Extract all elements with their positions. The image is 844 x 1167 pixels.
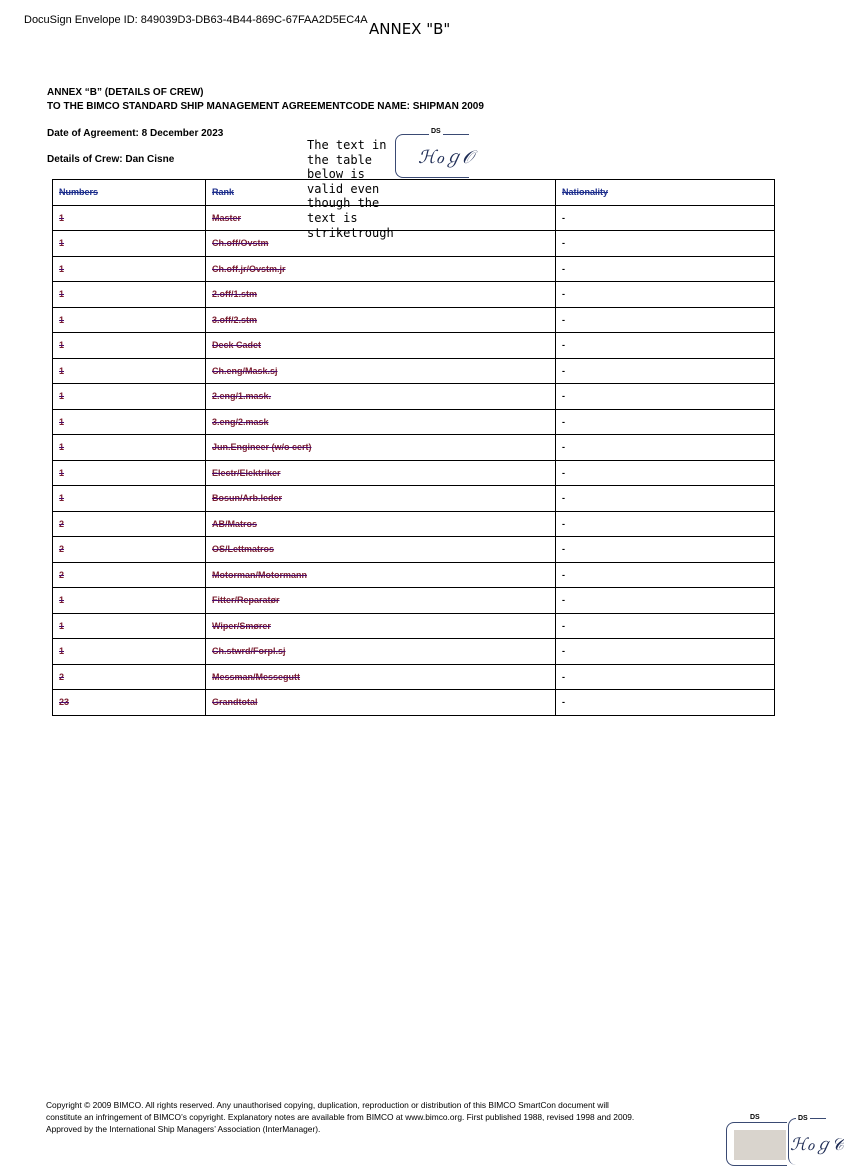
cell-nationality: - <box>556 333 775 359</box>
cell-nationality: - <box>556 664 775 690</box>
cell-nationality: - <box>556 256 775 282</box>
cell-rank: Grandtotal <box>206 690 556 716</box>
cell-rank: Ch.off.jr/Ovstm.jr <box>206 256 556 282</box>
document-heading <box>47 86 484 114</box>
cell-rank: Deck Cadet <box>206 333 556 359</box>
header-rank: Rank <box>206 180 556 206</box>
table-row <box>53 409 775 435</box>
cell-nationality: - <box>556 486 775 512</box>
cell-number: 1 <box>53 282 206 308</box>
crew-table <box>52 179 775 716</box>
ds-label: DS <box>431 128 441 135</box>
cell-nationality: - <box>556 562 775 588</box>
footer-line-1: Copyright © 2009 BIMCO. All rights reserved. Any unauthorised copying, duplication, reproduction or distribution of this BIMCO SmartCon document will <box>46 1100 609 1110</box>
cell-rank: 3.eng/2.mask <box>206 409 556 435</box>
table-row <box>53 562 775 588</box>
cell-number: 1 <box>53 205 206 231</box>
cell-rank: Motorman/Motormann <box>206 562 556 588</box>
table-row <box>53 435 775 461</box>
cell-number: 2 <box>53 562 206 588</box>
cell-rank: Ch.off/Ovstm <box>206 231 556 257</box>
cell-rank: Ch.eng/Mask.sj <box>206 358 556 384</box>
cell-rank: Bosun/Arb.leder <box>206 486 556 512</box>
cell-rank: Fitter/Reparatør <box>206 588 556 614</box>
crew-details: Details of Crew: Dan Cisne <box>47 154 175 165</box>
cell-nationality: - <box>556 409 775 435</box>
initials-signature: ℋℴℊ𝒪 <box>418 147 474 168</box>
cell-nationality: - <box>556 435 775 461</box>
table-row <box>53 384 775 410</box>
cell-number: 1 <box>53 384 206 410</box>
annex-title: ANNEX "B" <box>369 20 451 38</box>
cell-nationality: - <box>556 588 775 614</box>
cell-number: 1 <box>53 613 206 639</box>
cell-rank: Electr/Elektriker <box>206 460 556 486</box>
agreement-date: Date of Agreement: 8 December 2023 <box>47 128 224 139</box>
table-row <box>53 690 775 716</box>
table-row <box>53 282 775 308</box>
cell-rank: Ch.stwrd/Forpl.sj <box>206 639 556 665</box>
cell-nationality: - <box>556 231 775 257</box>
table-row <box>53 486 775 512</box>
heading-line-2: TO THE BIMCO STANDARD SHIP MANAGEMENT AGREEMENTCODE NAME: SHIPMAN 2009 <box>47 101 484 112</box>
ds-label-1: DS <box>750 1114 760 1121</box>
header-nationality: Nationality <box>556 180 775 206</box>
cell-number: 1 <box>53 486 206 512</box>
cell-nationality: - <box>556 613 775 639</box>
cell-nationality: - <box>556 690 775 716</box>
table-row <box>53 613 775 639</box>
cell-nationality: - <box>556 511 775 537</box>
cell-number: 1 <box>53 409 206 435</box>
cell-number: 2 <box>53 511 206 537</box>
table-row <box>53 256 775 282</box>
cell-number: 2 <box>53 537 206 563</box>
cell-nationality: - <box>556 537 775 563</box>
cell-number: 2 <box>53 664 206 690</box>
cell-nationality: - <box>556 358 775 384</box>
heading-line-1: ANNEX “B” (DETAILS OF CREW) <box>47 87 204 98</box>
cell-number: 1 <box>53 358 206 384</box>
docusign-envelope-id: DocuSign Envelope ID: 849039D3-DB63-4B44-869C-67FAA2D5EC4A <box>24 14 368 26</box>
cell-number: 1 <box>53 256 206 282</box>
cell-rank: AB/Matros <box>206 511 556 537</box>
table-row <box>53 537 775 563</box>
ds-label-2: DS <box>798 1115 808 1122</box>
cell-number: 1 <box>53 231 206 257</box>
cell-rank: Wiper/Smører <box>206 613 556 639</box>
cell-number: 23 <box>53 690 206 716</box>
cell-rank: OS/Lettmatros <box>206 537 556 563</box>
cell-nationality: - <box>556 282 775 308</box>
table-row <box>53 307 775 333</box>
signature-bottom[interactable] <box>726 1114 844 1167</box>
table-row <box>53 511 775 537</box>
cell-number: 1 <box>53 460 206 486</box>
cell-number: 1 <box>53 307 206 333</box>
table-row <box>53 664 775 690</box>
table-row <box>53 333 775 359</box>
cell-number: 1 <box>53 639 206 665</box>
table-row <box>53 358 775 384</box>
table-row <box>53 460 775 486</box>
cell-rank: Messman/Messegutt <box>206 664 556 690</box>
cell-rank: Jun.Engineer (w/o cert) <box>206 435 556 461</box>
cell-nationality: - <box>556 205 775 231</box>
copyright-footer <box>46 1099 766 1135</box>
cell-number: 1 <box>53 333 206 359</box>
strikethrough-note: The text in the table below is valid even though the text is striketrough <box>307 138 394 240</box>
table-row <box>53 639 775 665</box>
cell-rank: 2.off/1.stm <box>206 282 556 308</box>
cell-number: 1 <box>53 588 206 614</box>
initials-signature-bottom: ℋℴℊ𝒞 <box>790 1135 844 1155</box>
table-row <box>53 588 775 614</box>
cell-nationality: - <box>556 307 775 333</box>
cell-rank: 3.off/2.stm <box>206 307 556 333</box>
cell-rank: 2.eng/1.mask. <box>206 384 556 410</box>
footer-line-2: constitute an infringement of BIMCO’s copyright. Explanatory notes are available from BIMCO at www.bimco.org. First published 1988, revised 1998 and 2009. <box>46 1112 635 1122</box>
crew-table-body <box>53 205 775 715</box>
cell-nationality: - <box>556 460 775 486</box>
cell-nationality: - <box>556 384 775 410</box>
signature-image <box>734 1130 786 1160</box>
cell-nationality: - <box>556 639 775 665</box>
header-numbers: Numbers <box>53 180 206 206</box>
cell-number: 1 <box>53 435 206 461</box>
footer-line-3: Approved by the International Ship Managers’ Association (InterManager). <box>46 1124 321 1134</box>
cell-rank: Master <box>206 205 556 231</box>
